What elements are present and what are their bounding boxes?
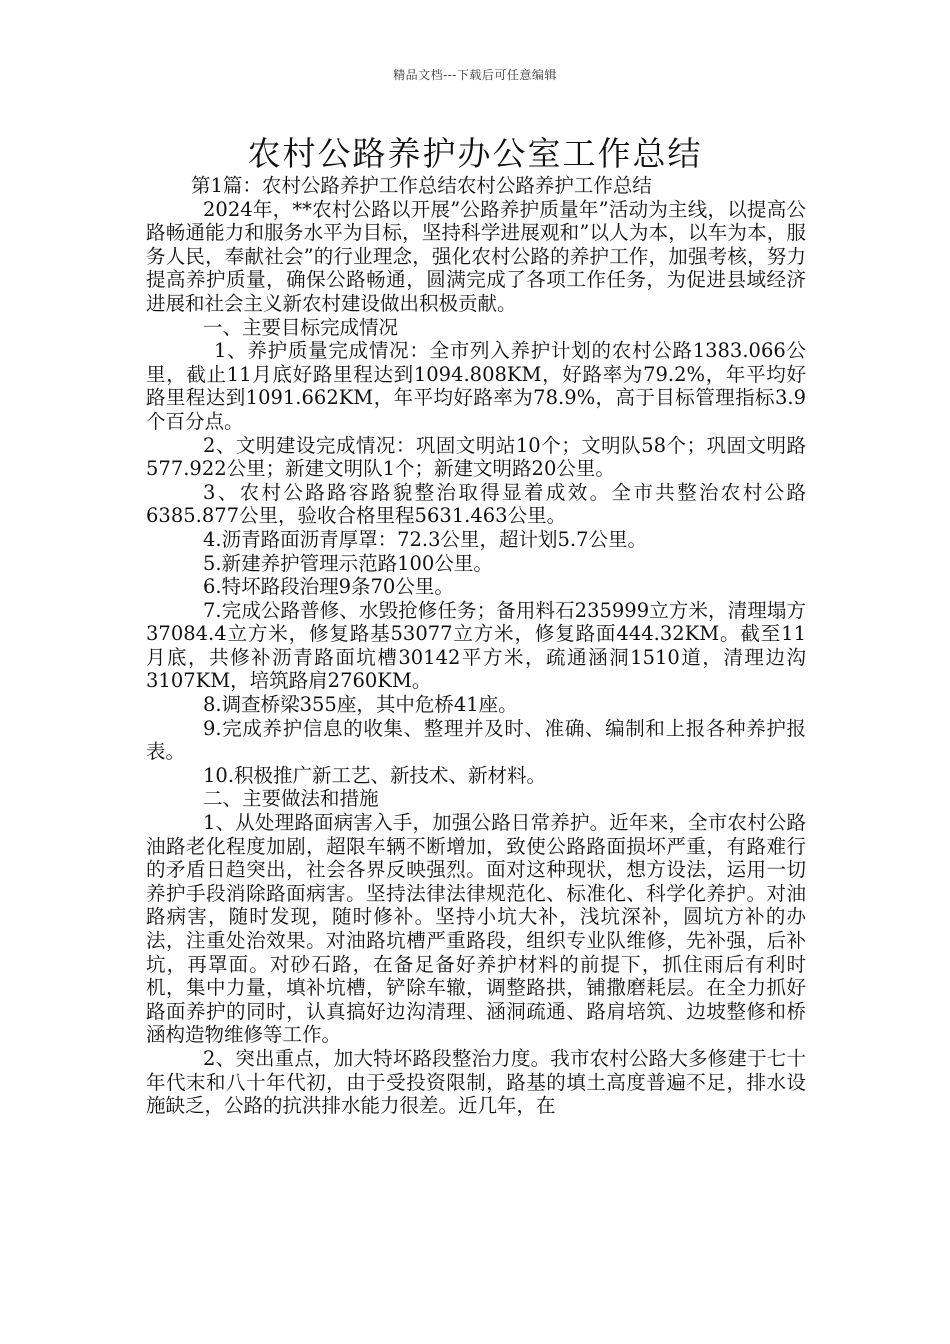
- paragraph: 5.新建养护管理示范路100公里。: [203, 551, 493, 575]
- paragraph: 4.沥青路面沥青厚罩：72.3公里，超计划5.7公里。: [203, 527, 648, 551]
- paragraph: 9.完成养护信息的收集、整理并及时、准确、编制和上报各种养护报表。: [146, 716, 806, 764]
- paragraph: 7.完成公路普修、水毁抢修任务；备用料石235999立方米，清理塌方37084.4立方米，修复路基53077立方米，修复路面444.32KM。截至11月底，共修补沥青路面坑槽30142平方米，疏通涵洞1510道，清理边沟3107KM，培筑路肩2760KM。: [146, 598, 806, 693]
- paragraph: 10.积极推广新工艺、新技术、新材料。: [203, 763, 547, 787]
- paragraph: 8.调查桥梁355座，其中危桥41座。: [203, 693, 518, 717]
- document-body: [146, 174, 806, 1118]
- section-heading: 第1篇：农村公路养护工作总结农村公路养护工作总结: [191, 174, 652, 197]
- paragraph: 1、养护质量完成情况：全市列入养护计划的农村公路1383.066公里，截止11月底好路里程达到1094.808KM，好路率为79.2%，年平均好路里程达到1091.662KM，年平均好路率为78.9%，高于目标管理指标3.9个百分点。: [146, 339, 806, 433]
- section-heading: 一、主要目标完成情况: [203, 315, 399, 339]
- paragraph: 6.特坏路段治理9条70公里。: [203, 575, 454, 599]
- header-note: 精品文档---下载后可任意编辑: [393, 68, 557, 82]
- paragraph: 3、农村公路路容路貌整治取得显着成效。全市共整治农村公路6385.877公里，验收合格里程5631.463公里。: [146, 480, 806, 528]
- paragraph: 2、突出重点，加大特坏路段整治力度。我市农村公路大多修建于七十年代末和八十年代初，由于受投资限制，路基的填土高度普遍不足，排水设施缺乏，公路的抗洪排水能力很差。近几年，在: [146, 1046, 806, 1118]
- page-title: 农村公路养护办公室工作总结: [247, 134, 703, 173]
- paragraph: 2、文明建设完成情况：巩固文明站10个；文明队58个；巩固文明路577.922公里；新建文明队1个；新建文明路20公里。: [146, 433, 806, 481]
- paragraph: 1、从处理路面病害入手，加强公路日常养护。近年来，全市农村公路油路老化程度加剧，超限车辆不断增加，致使公路路面损坏严重，有路难行的矛盾日趋突出，社会各界反映强烈。面对这种现状，想方设法，运用一切养护手段消除路面病害。坚持法律法律规范化、标准化、科学化养护。对油路病害，随时发现，随时修补。坚持小坑大补，浅坑深补，圆坑方补的办法，注重处治效果。对油路坑槽严重路段，组织专业队维修，先补强，后补坑，再罩面。对砂石路，在备足备好养护材料的前提下，抓住雨后有利时机，集中力量，填补坑槽，铲除车辙，调整路拱，铺撒磨耗层。在全力抓好路面养护的同时，认真搞好边沟清理、涵洞疏通、路肩培筑、边坡整修和桥涵构造物维修等工作。: [146, 811, 806, 1047]
- section-heading: 二、主要做法和措施: [203, 787, 379, 811]
- paragraph: 2024年，**农村公路以开展”公路养护质量年”活动为主线，以提高公路畅通能力和服务水平为目标，坚持科学进展观和”以人为本，以车为本，服务人民，奉献社会”的行业理念，强化农村公路的养护工作，加强考核，努力提高养护质量，确保公路畅通，圆满完成了各项工作任务，为促进县域经济进展和社会主义新农村建设做出积极贡献。: [146, 197, 806, 315]
